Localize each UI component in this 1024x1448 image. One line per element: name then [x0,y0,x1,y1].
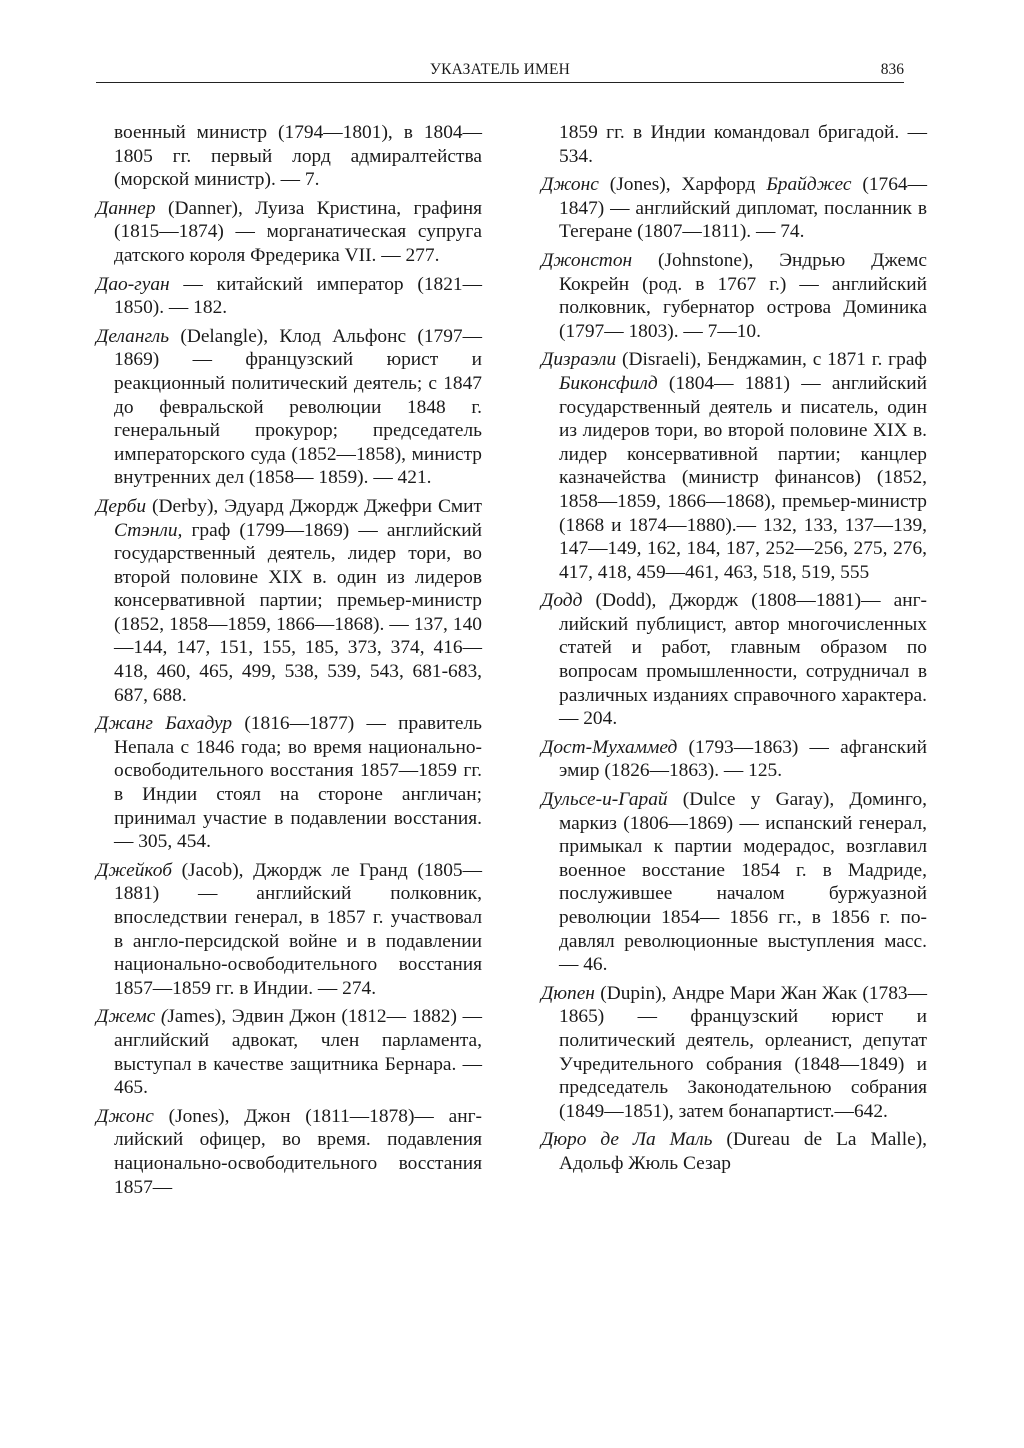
index-entry [96,495,482,707]
entry-name: Делангль [96,325,170,347]
index-entry [96,121,482,192]
entry-text: (Dureau de La Malle), Адольф Жюль Сезар [559,1129,927,1174]
index-entry [96,859,482,1001]
index-entry [541,121,927,168]
right-column [541,121,927,1181]
index-entry [541,589,927,731]
entry-name: Дульсе-и-Гарай [541,789,668,811]
index-entry [541,348,927,584]
entry-text: 1859 гг. в Индии командовал бригадой. — 534. [559,122,927,167]
entry-name: Даннер [96,197,156,219]
entry-name: Дизраэли [541,349,617,371]
index-entry [96,1105,482,1199]
entry-name: Джонс [541,174,599,196]
entry-name: Джанг Бахадур [96,713,233,735]
entry-text: военный министр (1794—1801), в 1804—1805 гг. первый лорд адмиралтейства (морской министр). — 7. [114,122,482,191]
entry-text: (Disraeli), Бенджамин, с 1871 г. граф [616,349,927,371]
entry-name: Дост-Мухаммед [541,736,678,758]
entry-text: (1816—1877) — правитель Непала с 1846 года; во время национально-освободительного восстания 1857—1859 гг. в Индии стоял на стороне англичан; принимал участие в подавлении восстания. — 305, 454. [114,713,482,853]
entry-text: (Jacob), Джордж ле Гранд (1805—1881) — английский полковник, впоследствии генерал, в 1857 г. участвовал в англо-персидской войне и в подавлении национально-освободительного восстания 1857—1859 гг. в Индии. — 274. [114,859,482,999]
index-entry [96,273,482,320]
entry-name: Дао-гуан [96,273,170,295]
entry-text: (Dodd), Джордж (1808—1881)— английский публицист, автор многочисленных статей и работ, главным образом по вопросам промышленности, сотрудничал в различных изданиях справочного характера. — 204. [559,590,927,730]
entry-text-continued: граф (1799—1869) — английский государственный деятель, лидер тори, во второй половине XIX в. один из лидеров консервативной партии; премьер-министр (1852, 1858—1859, 1866—1868). — 137, 140—144, 147, 151, 155, 185, 373, 374, 416—418, 460, 465, 499, 538, 539, 543, 681-683, 687, 688. [114,519,482,706]
index-entry [96,1005,482,1099]
index-entry [96,712,482,854]
entry-name-alt: Биконсфилд [559,372,658,394]
entry-name: Джейкоб [96,859,172,881]
entry-name: Джонс [96,1105,154,1127]
entry-text: (1793—1863) — афганский эмир (1826—1863). — 125. [559,736,927,782]
entry-name: Джемс ( [96,1006,168,1028]
entry-text: (Jones), Харфорд [598,174,767,196]
entry-text: (Dupin), Андре Мари Жан Жак (1783—1865) — французский юрист и политический деятель, орлеанист, депутат Учредительного собрания (1848—1849) и председатель Законодательною собрания (1849—1851), затем бонапартист.—642. [559,982,927,1122]
entry-name: Дерби [96,495,147,517]
entry-name: Дюпен [541,982,595,1004]
index-entry [96,325,482,490]
entry-name-alt: Брайджес [766,174,852,196]
entry-text: (Dulce y Garay), Доминго, маркиз (1806—1869) — испанский генерал, примыкал к партии модерадос, возглавил военное восстание 1854 г. в Мадриде, послужившее началом буржуазной революции 1854— 1856 гг., в 1856 г. подавлял революционные выступления масс. — 46. [559,789,927,976]
index-entry [541,788,927,977]
entry-text: (Delangle), Клод Альфонс (1797—1869) — французский юрист и реакционный политический деятель; с 1847 до февральской революции 1848 г. генеральный прокурор; председатель императорского суда (1852—1858), министр внутренних дел (1858— 1859). — 421. [114,325,482,489]
entry-text: (Johnstone), Эндрью Джемс Кокрейн (род. в 1767 г.) — английский полковник, губернатор острова Доминика (1797— 1803). — 7—10. [559,249,927,342]
entry-text: James), Эдвин Джон (1812— 1882) — английский адвокат, член парламента, выступал в качестве защитника Бернара. — 465. [114,1006,482,1099]
entry-text: (Derby), Эдуард Джордж Джефри Смит [146,495,482,517]
index-entry [96,197,482,268]
entry-text: — китайский император (1821—1850). — 182. [114,273,482,319]
entry-text: (Danner), Луиза Кристина, графиня (1815—1874) — морганатическая супруга датского короля Фредерика VII. — 277. [114,197,482,266]
entry-name-alt: Стэнли, [114,519,183,541]
index-entry [541,249,927,343]
index-entry [541,1128,927,1175]
entry-name: Джонстон [541,249,633,271]
index-entry [541,982,927,1124]
entry-text-continued: (1804— 1881) — английский государственный деятель и писатель, один из лидеров тори, во второй половине XIX в. лидер консервативной партии; канцлер казначейства (министр финансов) (1852, 1858—1859, 1866—1868), премьер-министр (1868 и 1874—1880).— 132, 133, 137—139, 147—149, 162, 184, 187, 252—256, 275, 276, 417, 418, 459—461, 463, 518, 519, 555 [559,372,927,583]
page-number: 836 [880,61,904,78]
index-entry [541,173,927,244]
entry-name: Додд [541,590,583,612]
page-header [96,60,904,83]
entry-name: Дюро де Ла Маль [541,1129,713,1151]
left-column [96,121,482,1204]
entry-text: (Jones), Джон (1811—1878)— английский офицер, во время. подавления национально-освободительного восстания 1857— [114,1105,482,1198]
entry-text-continued: (1764—1847) — английский дипломат, посланник в Тегеране (1807—1811). — 74. [559,174,928,243]
page-title: УКАЗАТЕЛЬ ИМЕН [429,61,571,78]
index-entry [541,736,927,783]
